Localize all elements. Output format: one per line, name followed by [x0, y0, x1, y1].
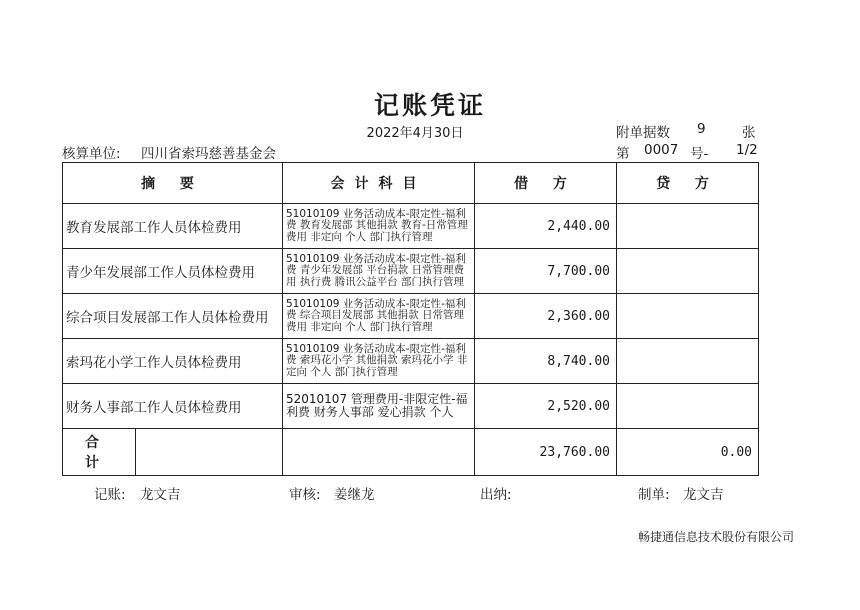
- attachments-label: 附单据数: [616, 125, 670, 141]
- table-row: [63, 339, 759, 384]
- row-account: 51010109 业务活动成本-限定性-福利费 索玛花小学 其他捐款 索玛花小学 非定向 个人 部门执行管理: [283, 339, 475, 384]
- row-account: 51010109 业务活动成本-限定性-福利费 综合项目发展部 其他捐款 日常管理费用 非定向 个人 部门执行管理: [283, 294, 475, 339]
- total-row: [63, 429, 759, 476]
- row-debit: 2,520.00: [475, 384, 617, 429]
- row-account: 51010109 业务活动成本-限定性-福利费 青少年发展部 平台捐款 日常管理费用 执行费 腾讯公益平台 部门执行管理: [283, 249, 475, 294]
- attachments-count: 9: [697, 121, 706, 137]
- reviewer-name: 姜继龙: [334, 487, 375, 503]
- unit-label: 核算单位:: [62, 146, 121, 162]
- total-debit: 23,760.00: [475, 429, 617, 476]
- row-credit: [617, 249, 759, 294]
- total-label: 合 计: [63, 429, 136, 475]
- total-label-cell: [63, 429, 283, 476]
- table-row: [63, 384, 759, 429]
- voucher-number-suffix: 号-: [690, 146, 709, 162]
- preparer-label: 制单:: [638, 487, 670, 503]
- row-debit: 2,360.00: [475, 294, 617, 339]
- header-summary: 摘 要: [63, 163, 283, 204]
- row-account: 52010107 管理费用-非限定性-福利费 财务人事部 爱心捐款 个人: [283, 384, 475, 429]
- unit-name: 四川省索玛慈善基金会: [141, 146, 276, 162]
- voucher-title: 记账凭证: [373, 91, 486, 120]
- row-summary: 教育发展部工作人员体检费用: [63, 204, 283, 249]
- row-debit: 8,740.00: [475, 339, 617, 384]
- row-credit: [617, 204, 759, 249]
- footer-company: 畅捷通信息技术股份有限公司: [637, 530, 794, 544]
- header-credit: 贷 方: [617, 163, 759, 204]
- voucher-number: 0007: [644, 142, 679, 158]
- total-credit: 0.00: [617, 429, 759, 476]
- voucher-table: [62, 162, 759, 476]
- row-credit: [617, 384, 759, 429]
- table-row: [63, 204, 759, 249]
- table-row: [63, 294, 759, 339]
- row-summary: 索玛花小学工作人员体检费用: [63, 339, 283, 384]
- row-summary: 综合项目发展部工作人员体检费用: [63, 294, 283, 339]
- voucher-date: 2022年4月30日: [366, 126, 464, 141]
- bookkeeper-name: 龙文吉: [140, 487, 181, 503]
- reviewer-label: 审核:: [289, 487, 321, 503]
- row-debit: 2,440.00: [475, 204, 617, 249]
- total-blank-cell: [283, 429, 475, 476]
- row-summary: 财务人事部工作人员体检费用: [63, 384, 283, 429]
- row-credit: [617, 339, 759, 384]
- voucher-number-prefix: 第: [616, 146, 630, 162]
- voucher-page: 1/2: [736, 142, 758, 158]
- row-credit: [617, 294, 759, 339]
- table-header-row: [63, 163, 759, 204]
- row-debit: 7,700.00: [475, 249, 617, 294]
- header-account: 会计科目: [283, 163, 475, 204]
- header-debit: 借 方: [475, 163, 617, 204]
- row-summary: 青少年发展部工作人员体检费用: [63, 249, 283, 294]
- row-account: 51010109 业务活动成本-限定性-福利费 教育发展部 其他捐款 教育-日常管理费用 非定向 个人 部门执行管理: [283, 204, 475, 249]
- table-row: [63, 249, 759, 294]
- preparer-name: 龙文吉: [683, 487, 724, 503]
- cashier-label: 出纳:: [480, 487, 512, 503]
- attachments-unit: 张: [742, 125, 756, 141]
- bookkeeper-label: 记账:: [94, 487, 126, 503]
